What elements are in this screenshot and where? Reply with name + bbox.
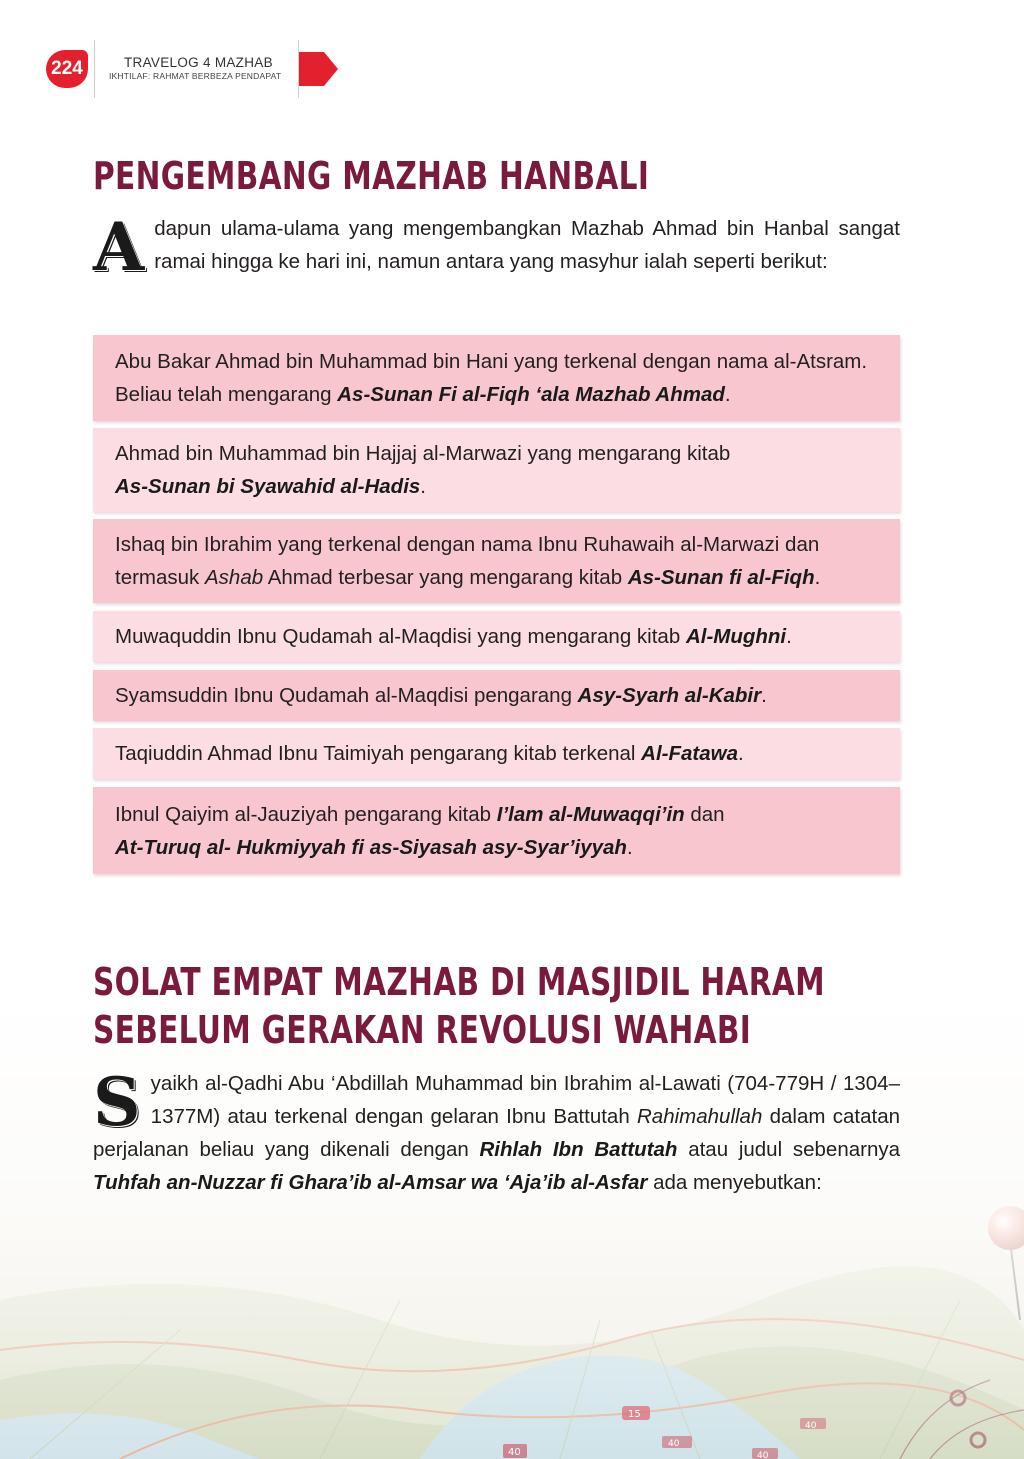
- book-title-ref: As-Sunan Fi al-Fiqh ‘ala Mazhab Ahmad: [337, 383, 725, 406]
- list-item: Ishaq bin Ibrahim yang terkenal dengan nama Ibnu Ruhawaih al-Marwazi dan termasuk Ashab Ahmad terbesar yang mengarang kitab As-Sunan fi al-Fiqh.: [93, 519, 900, 603]
- list-item: Ibnul Qaiyim al-Jauziyah pengarang kitab I’lam al-Muwaqqi’in dan At-Turuq al- Hukmiyyah fi as-Siyasah asy-Syar’iyyah.: [93, 787, 900, 874]
- list-item: Taqiuddin Ahmad Ibnu Taimiyah pengarang kitab terkenal Al-Fatawa.: [93, 728, 900, 779]
- drop-cap: S: [93, 1063, 141, 1141]
- book-title-ref: Tuhfah an-Nuzzar fi Ghara’ib al-Amsar wa ‘Aja’ib al-Asfar: [93, 1171, 648, 1194]
- book-title-ref: Al-Fatawa: [641, 742, 738, 765]
- list-item: Ahmad bin Muhammad bin Hajjaj al-Marwazi yang mengarang kitab As-Sunan bi Syawahid al-Hadis.: [93, 428, 900, 512]
- list-item: Muwaquddin Ibnu Qudamah al-Maqdisi yang mengarang kitab Al-Mughni.: [93, 611, 900, 662]
- book-title-ref: Asy-Syarh al-Kabir: [577, 684, 762, 707]
- list-item: Abu Bakar Ahmad bin Muhammad bin Hani yang terkenal dengan nama al-Atsram. Beliau telah mengarang As-Sunan Fi al-Fiqh ‘ala Mazhab Ahmad.: [93, 335, 900, 421]
- drop-cap: A: [93, 208, 145, 286]
- book-title-ref: I’lam al-Muwaqqi’in: [496, 802, 685, 826]
- list-item: Syamsuddin Ibnu Qudamah al-Maqdisi pengarang Asy-Syarh al-Kabir.: [93, 670, 900, 721]
- book-title-ref: As-Sunan bi Syawahid al-Hadis: [115, 475, 421, 498]
- book-title-ref: At-Turuq al- Hukmiyyah fi as-Siyasah asy-Syar’iyyah: [115, 835, 627, 859]
- book-title-ref: As-Sunan fi al-Fiqh: [627, 566, 815, 589]
- book-title: TRAVELOG 4 MAZHAB: [124, 55, 273, 70]
- book-title-ref: Al-Mughni: [685, 625, 787, 648]
- section-heading: PENGEMBANG MAZHAB HANBALI: [93, 154, 650, 198]
- chapter-title: IKHTILAF: RAHMAT BERBEZA PENDAPAT: [109, 71, 282, 81]
- book-title-ref: Rihlah Ibn Battutah: [479, 1138, 678, 1161]
- header-divider: [94, 40, 95, 98]
- section-heading: SOLAT EMPAT MAZHAB DI MASJIDIL HARAM SEBELUM GERAKAN REVOLUSI WAHABI: [93, 960, 825, 1052]
- body-paragraph: Syaikh al-Qadhi Abu ‘Abdillah Muhammad bin Ibrahim al-Lawati (704-779H / 1304–1377M) atau terkenal dengan gelaran Ibnu Battutah Rahimahullah dalam catatan perjalanan beliau yang dikenali dengan Rihlah Ibn Battutah atau judul sebenarnya Tuhfah an-Nuzzar fi Ghara’ib al-Amsar wa ‘Aja’ib al-Asfar ada menyebutkan:: [93, 1063, 901, 1194]
- page-number: 224: [46, 50, 88, 88]
- arrow-right-icon: [298, 48, 340, 90]
- intro-paragraph: Adapun ulama-ulama yang mengembangkan Mazhab Ahmad bin Hanbal sangat ramai hingga ke hari ini, namun antara yang masyhur ialah seperti berikut:: [93, 208, 900, 286]
